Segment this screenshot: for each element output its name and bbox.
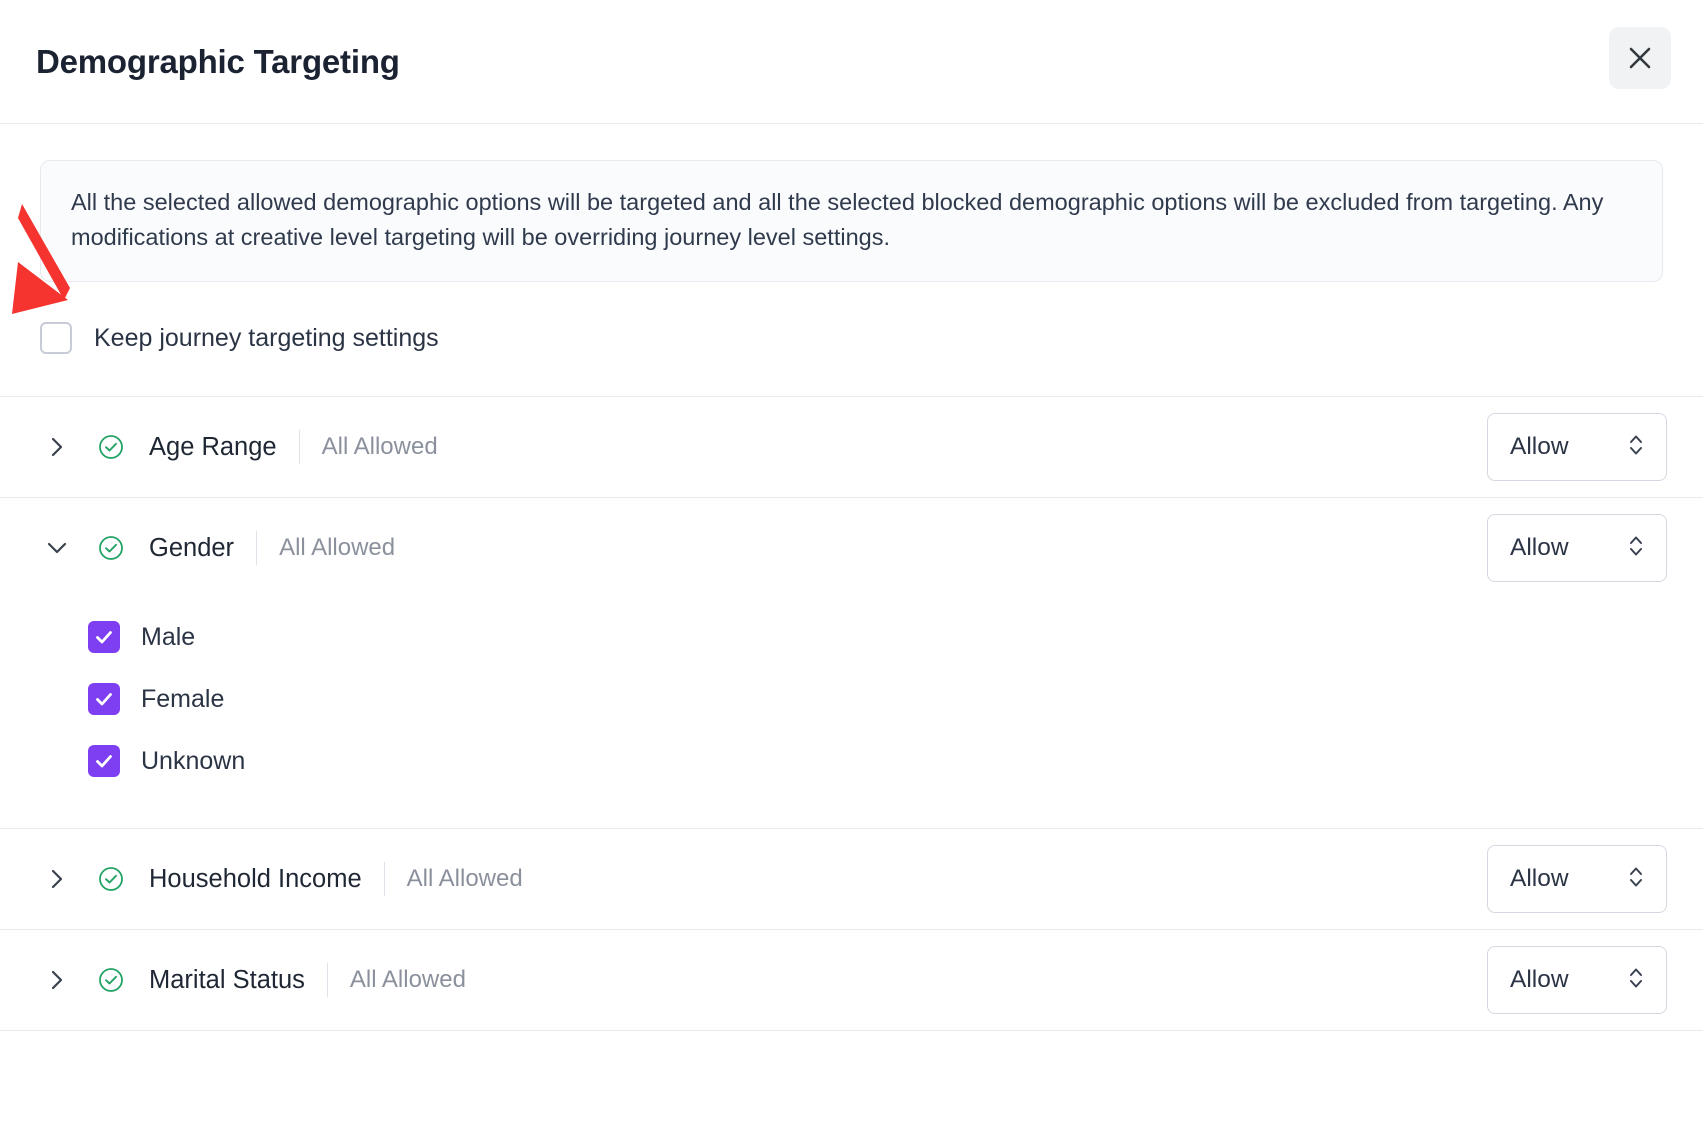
demographic-section-household-income: [0, 829, 1703, 930]
close-icon: [1625, 43, 1655, 73]
close-button[interactable]: [1609, 27, 1671, 89]
chevron-right-icon[interactable]: [44, 967, 70, 993]
check-circle-icon: [98, 967, 124, 993]
option-label: Unknown: [141, 746, 246, 775]
dialog-body: [0, 124, 1703, 1031]
divider: [327, 963, 328, 997]
demographic-status: All Allowed: [349, 966, 466, 993]
demographic-section-gender: [0, 498, 1703, 829]
chevron-updown-icon: [1626, 532, 1646, 565]
keep-journey-settings-label: Keep journey targeting settings: [94, 323, 439, 352]
divider: [384, 862, 385, 896]
chevron-down-icon[interactable]: [44, 535, 70, 561]
allow-block-select-value: Allow: [1510, 865, 1569, 892]
divider: [299, 430, 300, 464]
chevron-right-icon[interactable]: [44, 866, 70, 892]
divider: [256, 531, 257, 565]
allow-block-select-value: Allow: [1510, 433, 1569, 460]
option-label: Male: [141, 622, 196, 651]
allow-block-select[interactable]: [1487, 946, 1667, 1014]
demographic-name: Marital Status: [149, 965, 305, 994]
check-circle-icon: [98, 434, 124, 460]
demographic-row[interactable]: [0, 930, 1703, 1030]
demographic-name: Gender: [149, 533, 235, 562]
demographic-row[interactable]: [0, 829, 1703, 929]
chevron-updown-icon: [1626, 431, 1646, 464]
demographic-section-marital-status: [0, 930, 1703, 1031]
option-checkbox-male[interactable]: [88, 621, 120, 653]
demographic-status: All Allowed: [279, 534, 396, 561]
list-item[interactable]: [88, 606, 1703, 668]
page-title: Demographic Targeting: [36, 42, 400, 80]
demographic-name: Age Range: [149, 432, 277, 461]
demographic-section-age-range: [0, 397, 1703, 498]
chevron-updown-icon: [1626, 863, 1646, 896]
check-circle-icon: [98, 535, 124, 561]
option-label: Female: [141, 684, 225, 713]
gender-options-list: [0, 598, 1703, 828]
demographic-status: All Allowed: [406, 865, 523, 892]
info-banner-text: All the selected allowed demographic options will be targeted and all the selected blocked demographic options will be excluded from targeting. Any modifications at creative level targeting will be overriding journey level settings.: [71, 189, 1604, 250]
list-item[interactable]: [88, 668, 1703, 730]
keep-journey-settings-row[interactable]: [0, 282, 1703, 397]
allow-block-select[interactable]: [1487, 845, 1667, 913]
demographic-status: All Allowed: [321, 433, 438, 460]
info-banner: [40, 160, 1663, 282]
dialog-header: [0, 0, 1703, 124]
chevron-right-icon[interactable]: [44, 434, 70, 460]
demographic-row[interactable]: [0, 397, 1703, 497]
option-checkbox-unknown[interactable]: [88, 745, 120, 777]
demographic-name: Household Income: [149, 864, 362, 893]
demographic-row[interactable]: [0, 498, 1703, 598]
allow-block-select-value: Allow: [1510, 966, 1569, 993]
keep-journey-settings-checkbox[interactable]: [40, 322, 72, 354]
list-item[interactable]: [88, 730, 1703, 792]
allow-block-select[interactable]: [1487, 514, 1667, 582]
allow-block-select[interactable]: [1487, 413, 1667, 481]
check-circle-icon: [98, 866, 124, 892]
allow-block-select-value: Allow: [1510, 534, 1569, 561]
info-banner-wrapper: [0, 124, 1703, 282]
option-checkbox-female[interactable]: [88, 683, 120, 715]
chevron-updown-icon: [1626, 964, 1646, 997]
